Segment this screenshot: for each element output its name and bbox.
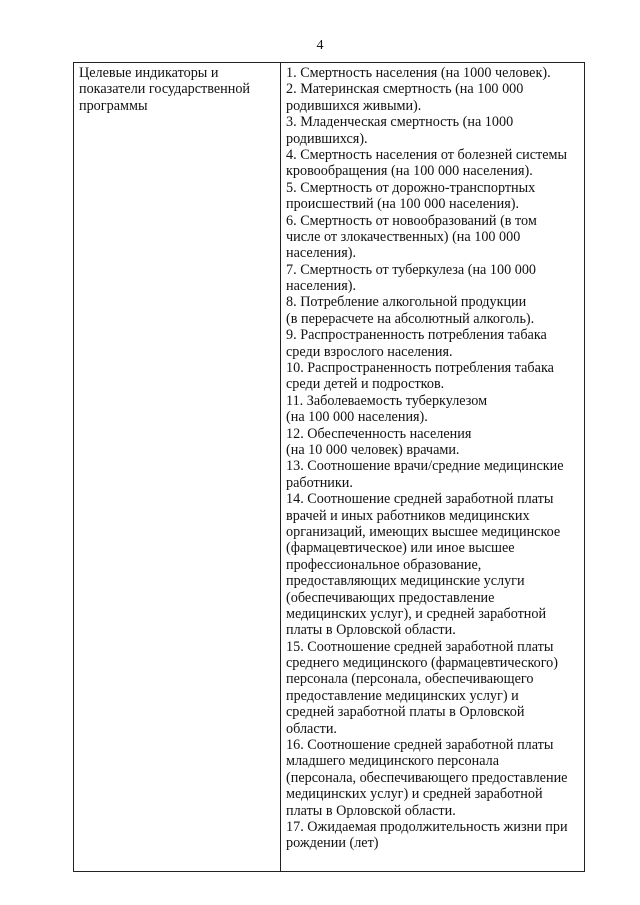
indicator-line: среднего медицинского (фармацевтического) — [286, 655, 558, 672]
indicator-line: 10. Распространенность потребления табака — [286, 360, 554, 377]
row-label-line: показатели государственной — [79, 81, 251, 98]
column-divider — [280, 63, 281, 871]
indicator-line: (в перерасчете на абсолютный алкоголь). — [286, 310, 535, 327]
row-label-line: программы — [79, 97, 148, 114]
indicator-line: (на 10 000 человек) врачами. — [286, 441, 460, 458]
page-number: 4 — [316, 38, 324, 53]
indicator-line: 14. Соотношение средней заработной платы — [286, 491, 554, 508]
indicator-line: числе от злокачественных) (на 100 000 — [286, 228, 521, 245]
indicator-line: 2. Материнская смертность (на 100 000 — [286, 81, 524, 98]
indicator-line: родившихся живыми). — [286, 97, 422, 114]
indicator-line: работники. — [286, 474, 353, 491]
indicator-line: населения). — [286, 278, 357, 295]
indicator-line: профессиональное образование, — [286, 556, 482, 573]
row-label-line: Целевые индикаторы и — [79, 65, 219, 81]
indicator-line: родившихся). — [286, 130, 368, 147]
indicator-line: 13. Соотношение врачи/средние медицинские — [286, 458, 564, 475]
indicator-line: среди взрослого населения. — [286, 343, 453, 360]
indicator-line: 6. Смертность от новообразований (в том — [286, 212, 537, 229]
indicator-line: младшего медицинского персонала — [286, 753, 500, 770]
indicator-line: населения). — [286, 245, 357, 262]
indicator-line: 1. Смертность населения (на 1000 человек). — [286, 65, 551, 81]
indicator-line: 17. Ожидаемая продолжительность жизни при — [286, 818, 568, 835]
indicators-table — [73, 62, 585, 872]
indicator-line: 5. Смертность от дорожно-транспортных — [286, 179, 536, 196]
indicator-line: организаций, имеющих высшее медицинское — [286, 523, 561, 540]
indicator-line: платы в Орловской области. — [286, 802, 456, 819]
indicator-line: предоставление медицинских услуг) и — [286, 687, 519, 704]
indicator-line: 16. Соотношение средней заработной платы — [286, 737, 554, 754]
indicator-line: (фармацевтическое) или иное высшее — [286, 540, 515, 557]
indicator-line: 3. Младенческая смертность (на 1000 — [286, 114, 514, 131]
indicator-list-cell — [286, 65, 584, 852]
indicator-line: 4. Смертность населения от болезней системы — [286, 146, 568, 163]
indicator-line: 11. Заболеваемость туберкулезом — [286, 392, 488, 409]
indicator-line: 15. Соотношение средней заработной платы — [286, 638, 554, 655]
indicator-line: кровообращения (на 100 000 населения). — [286, 163, 533, 180]
indicator-line: 7. Смертность от туберкулеза (на 100 000 — [286, 261, 537, 278]
indicator-line: среди детей и подростков. — [286, 376, 445, 393]
row-label-cell — [79, 65, 275, 114]
indicator-line: 12. Обеспеченность населения — [286, 425, 472, 442]
indicator-line: врачей и иных работников медицинских — [286, 507, 530, 524]
indicator-line: (на 100 000 населения). — [286, 409, 428, 426]
indicator-line: 8. Потребление алкогольной продукции — [286, 294, 527, 311]
indicator-line: области. — [286, 720, 337, 737]
indicator-line: медицинских услуг) и средней заработной — [286, 786, 543, 803]
indicator-line: средней заработной платы в Орловской — [286, 704, 525, 721]
indicator-line: рождении (лет) — [286, 835, 379, 852]
indicator-line: персонала (персонала, обеспечивающего — [286, 671, 534, 688]
indicator-line: (персонала, обеспечивающего предоставление — [286, 769, 568, 786]
indicator-line: платы в Орловской области. — [286, 622, 456, 639]
indicator-line: 9. Распространенность потребления табака — [286, 327, 547, 344]
indicator-line: предоставляющих медицинские услуги — [286, 573, 525, 590]
indicator-line: происшествий (на 100 000 населения). — [286, 196, 520, 213]
indicator-line: медицинских услуг), и средней заработной — [286, 605, 547, 622]
indicator-line: (обеспечивающих предоставление — [286, 589, 495, 606]
